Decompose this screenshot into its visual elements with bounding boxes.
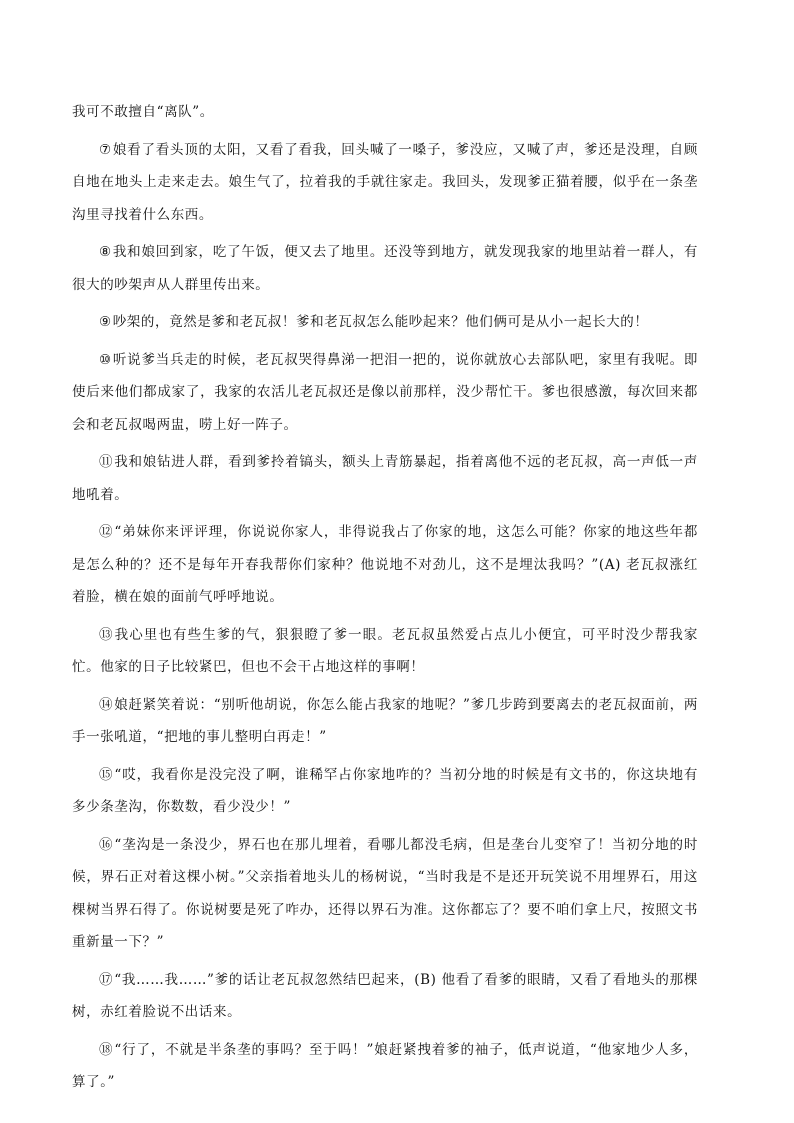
paragraph-text: “行了，不就是半条垄的事吗？至于吗！”娘赶紧拽着爹的袖子，低声说道，“他家地少人多，算了。” — [72, 1041, 698, 1090]
paragraph-number: ⑬ — [99, 626, 114, 643]
paragraph-16 — [72, 829, 698, 959]
paragraph-number: ⑫ — [99, 524, 114, 540]
paragraph-number: ⑦ — [99, 141, 112, 158]
paragraph-number: ⑮ — [99, 766, 114, 783]
paragraph-18 — [72, 1034, 698, 1099]
paragraph-text: 娘赶紧笑着说：“别听他胡说，你怎么能占我家的地呢？”爹几步跨到要离去的老瓦叔面前，两手一张吼道，“把地的事儿整明白再走！” — [72, 696, 698, 745]
paragraph-7 — [72, 134, 698, 232]
paragraph-text: 吵架的，竟然是爹和老瓦叔！爹和老瓦叔怎么能吵起来？他们俩可是从小一起长大的！ — [112, 314, 649, 330]
paragraph-text: “弟妹你来评评理，你说说你家人，非得说我占了你家的地，这怎么可能？你家的地这些年都是怎么种的？还不是每年开春我帮你们家种？他说地不对劲儿，这不是埋汰我吗？”(A) 老瓦叔涨红着脸，横在娘的面前气呼呼地说。 — [72, 524, 698, 605]
paragraph-text: “哎，我看你是没完没了啊，谁稀罕占你家地咋的？当初分地的时候是有文书的，你这块地有多少条垄沟，你数数，看少没少！” — [72, 766, 698, 815]
paragraph-11 — [72, 446, 698, 511]
paragraph-8 — [72, 236, 698, 301]
paragraph-9 — [72, 306, 698, 339]
paragraph-14 — [72, 689, 698, 754]
paragraph-number: ⑩ — [99, 351, 112, 368]
paragraph-text: 娘看了看头顶的太阳，又看了看我，回头喊了一嗓子，爹没应，又喊了声，爹还是没理，自顾自地在地头上走来走去。娘生气了，拉着我的手就往家走。我回头，发现爹正猫着腰，似乎在一条垄沟里寻找着什么东西。 — [72, 141, 699, 223]
paragraph-15 — [72, 759, 698, 824]
paragraph-number: ⑭ — [99, 696, 114, 713]
paragraph-10 — [72, 344, 698, 442]
paragraph-number: ⑪ — [99, 454, 114, 470]
paragraph-text: 我和娘回到家，吃了午饭，便又去了地里。还没等到地方，就发现我家的地里站着一群人，有很大的吵架声从人群里传出来。 — [72, 244, 699, 293]
paragraph-text: 我可不敢擅自“离队”。 — [72, 104, 214, 120]
paragraph-text: “垄沟是一条没少，界石也在那儿埋着，看哪儿都没毛病，但是垄台儿变窄了！当初分地的时候，界石正对着这棵小树。”父亲指着地头儿的杨树说，“当时我是不是还开玩笑说不用埋界石，用这棵树当界石得了。你说树要是死了咋办，还得以界石为准。这你都忘了？要不咱们拿上尺，按照文书重新量一下？” — [72, 836, 698, 950]
paragraph-text: 我和娘钻进人群，看到爹拎着镐头，额头上青筋暴起，指着离他不远的老瓦叔，高一声低一声地吼着。 — [72, 454, 698, 503]
paragraph-17 — [72, 964, 698, 1029]
paragraph-number: ⑨ — [99, 314, 112, 330]
paragraph-text: “我……我……”爹的话让老瓦叔忽然结巴起来，(B) 他看了看爹的眼睛，又看了看地头的那棵树，赤红着脸说不出话来。 — [72, 971, 698, 1020]
paragraph-13 — [72, 619, 698, 684]
paragraph-number: ⑧ — [99, 244, 112, 260]
paragraph-number: ⑱ — [99, 1041, 114, 1058]
paragraph-text: 听说爹当兵走的时候，老瓦叔哭得鼻涕一把泪一把的，说你就放心去部队吧，家里有我呢。即使后来他们都成家了，我家的农活儿老瓦叔还是像以前那样，没少帮忙干。爹也很感激，每次回来都会和老瓦叔喝两盅，唠上好一阵子。 — [72, 351, 699, 433]
paragraph-number: ⑰ — [99, 971, 114, 988]
paragraph-number: ⑯ — [99, 836, 114, 853]
paragraph-text: 我心里也有些生爹的气，狠狠瞪了爹一眼。老瓦叔虽然爱占点儿小便宜，可平时没少帮我家忙。他家的日子比较紧巴，但也不会干占地这样的事啊！ — [72, 626, 699, 675]
paragraph-12 — [72, 516, 698, 614]
paragraph-0 — [72, 96, 698, 129]
